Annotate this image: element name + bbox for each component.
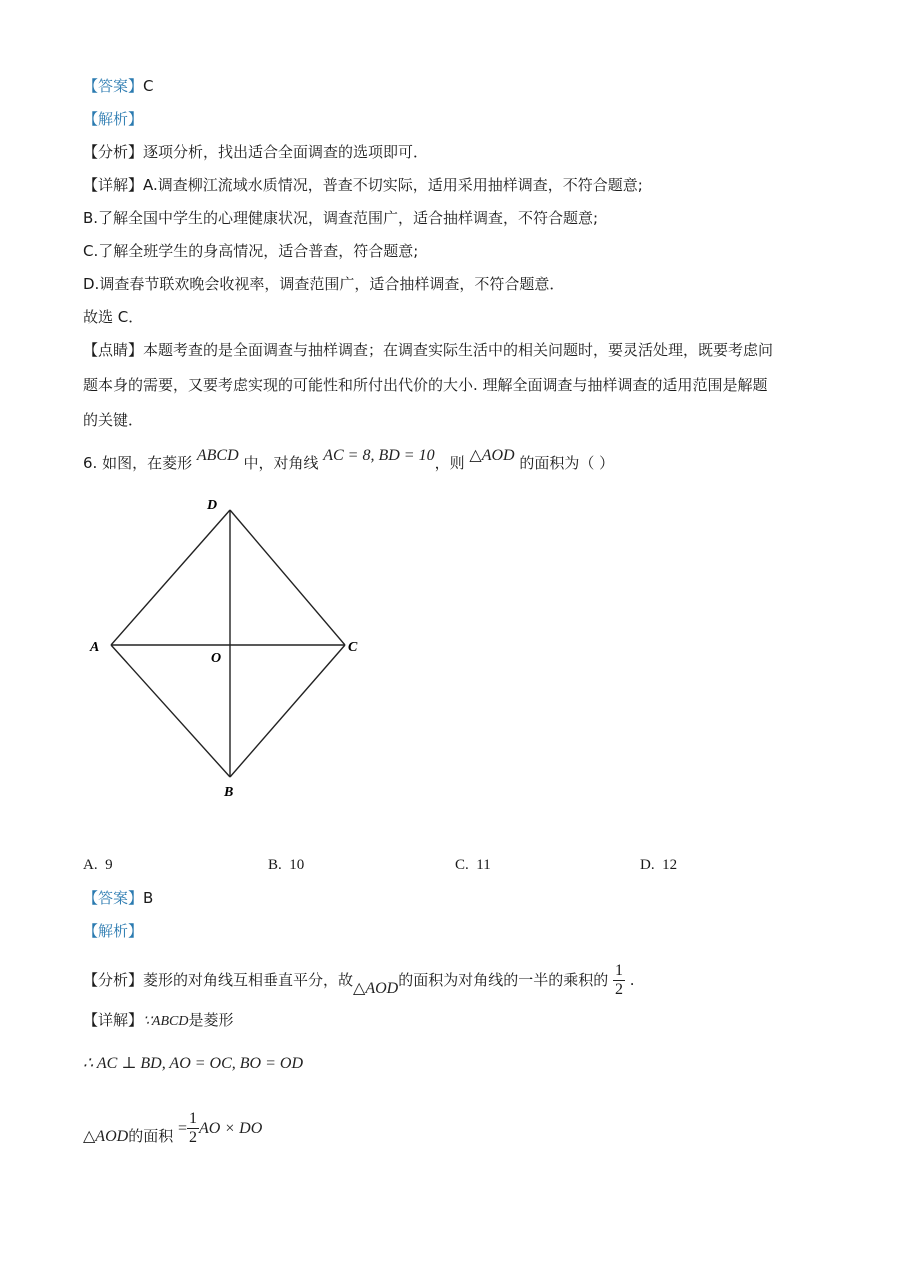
option-c-explanation: C.了解全班学生的身高情况，适合普查，符合题意; <box>83 242 419 260</box>
triangle-aod: △AOD <box>469 447 515 464</box>
area-text: 的面积 <box>128 1127 174 1145</box>
area-triangle: △AOD <box>83 1128 129 1145</box>
q5-answer-line <box>83 76 154 96</box>
q5-dianjing-line-2: 题本身的需要，又要考虑实现的可能性和所付出代价的大小. 理解全面调查与抽样调查的适用范围是解题 <box>83 376 768 394</box>
area-fraction <box>187 1110 199 1147</box>
q5-fenxi-line <box>83 142 428 162</box>
q6-xiangjie-line <box>83 1010 234 1032</box>
vertex-label-d: D <box>207 498 218 513</box>
answer-label: 【答案】 <box>83 77 144 95</box>
q6-stem <box>83 447 615 474</box>
analysis-label: 【解析】 <box>83 110 144 128</box>
vertex-label-o: O <box>211 651 222 666</box>
answer-value: C <box>143 77 154 95</box>
area-equals: = <box>177 1120 188 1137</box>
option-b <box>268 857 304 874</box>
q5-dianjing-line-1 <box>83 340 773 360</box>
fraction-denominator: 2 <box>615 981 624 998</box>
fraction-one-half <box>613 962 625 999</box>
dianjing-text-1: 本题考查的是全面调查与抽样调查；在调查实际生活中的相关问题时，要灵活处理，既要考虑问 <box>143 341 774 359</box>
area-fraction-denominator: 2 <box>189 1129 198 1146</box>
q6-prefix: 6. 如图，在菱形 <box>83 454 193 472</box>
q6-xiangjie-label: 【详解】 <box>83 1011 144 1029</box>
xiangjie-label: 【详解】 <box>83 176 144 194</box>
dianjing-label: 【点睛】 <box>83 341 144 359</box>
area-line <box>83 1108 262 1149</box>
q6-answer-value: B <box>143 889 154 907</box>
option-c-value: 11 <box>476 857 491 873</box>
fenxi-text: 逐项分析，找出适合全面调查的选项即可． <box>143 143 429 161</box>
therefore-line <box>83 1053 303 1074</box>
q6-answer-line <box>83 888 153 908</box>
rhombus-figure <box>80 490 380 810</box>
rhombus-name: ABCD <box>196 447 239 464</box>
option-a-value: 9 <box>105 857 113 873</box>
vertex-label-b: B <box>224 785 234 800</box>
q5-dianjing-line-3: 的关键． <box>83 411 144 429</box>
option-d-letter: D. <box>640 857 655 873</box>
q6-fenxi-line <box>83 960 635 1001</box>
option-a <box>83 857 113 874</box>
option-a-letter: A. <box>83 857 98 873</box>
vertex-label-c: C <box>348 640 358 655</box>
q6-analysis-label: 【解析】 <box>83 922 144 940</box>
option-b-explanation: B.了解全国中学生的心理健康状况，调查范围广，适合抽样调查，不符合题意; <box>83 209 599 227</box>
area-expression: AO × DO <box>199 1120 263 1137</box>
q6-analysis-heading <box>83 921 143 941</box>
is-rhombus-text: 是菱形 <box>188 1011 234 1029</box>
q6-fenxi-text-2: 的面积为对角线的一半的乘积的 <box>398 971 609 989</box>
option-c-letter: C. <box>455 857 469 873</box>
side-dc <box>230 510 345 645</box>
q6-fenxi-label: 【分析】 <box>83 971 144 989</box>
area-fraction-numerator: 1 <box>189 1110 198 1127</box>
fraction-numerator: 1 <box>615 962 624 979</box>
q6-fenxi-text-1: 菱形的对角线互相垂直平分，故 <box>143 971 354 989</box>
q6-suffix: 的面积为（ ） <box>519 454 615 472</box>
option-b-letter: B. <box>268 857 282 873</box>
diagonal-lengths: AC = 8, BD = 10 <box>323 447 435 464</box>
q6-then: ，则 <box>434 454 465 472</box>
option-d <box>640 857 677 874</box>
q6-fenxi-triangle: △AOD <box>353 980 399 997</box>
q5-analysis-heading <box>83 109 143 129</box>
therefore-statement: ∴ AC ⊥ BD, AO = OC, BO = OD <box>83 1055 304 1072</box>
side-ad <box>111 510 230 645</box>
q5-conclusion: 故选 C． <box>83 308 144 326</box>
option-c <box>455 857 491 874</box>
q5-xiangjie-line <box>83 175 643 195</box>
q6-fenxi-end: . <box>629 971 635 989</box>
vertex-label-a: A <box>90 640 100 655</box>
option-a-explanation: A.调查柳江流域水质情况，普查不切实际，适用采用抽样调查，不符合题意; <box>143 176 643 194</box>
option-d-explanation: D.调查春节联欢晚会收视率，调查范围广，适合抽样调查，不符合题意． <box>83 275 565 293</box>
option-b-value: 10 <box>289 857 305 873</box>
side-cb <box>230 645 345 777</box>
q6-mid: 中，对角线 <box>243 454 319 472</box>
because-rhombus: ∵ABCD <box>143 1014 189 1029</box>
fenxi-label: 【分析】 <box>83 143 144 161</box>
option-d-value: 12 <box>662 857 678 873</box>
q6-answer-label: 【答案】 <box>83 889 144 907</box>
